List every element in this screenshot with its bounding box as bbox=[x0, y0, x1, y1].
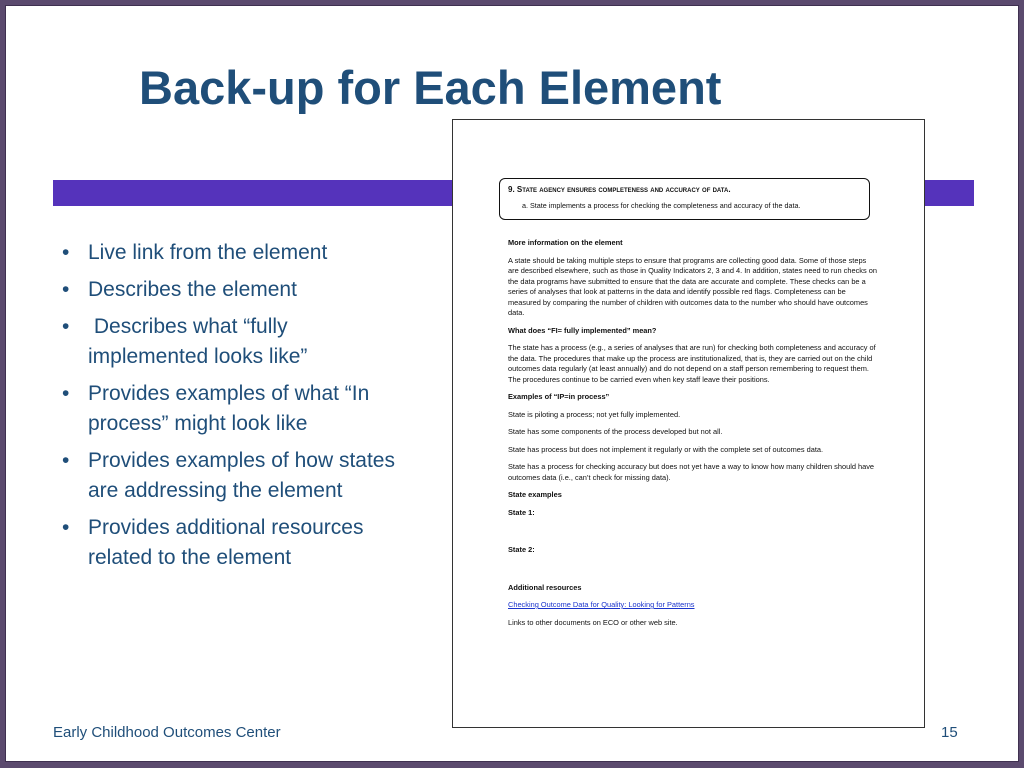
spacer bbox=[508, 525, 878, 545]
fi-heading: What does “FI= fully implemented” mean? bbox=[508, 325, 657, 335]
ip-example: State has some components of the process developed but not all. bbox=[508, 427, 723, 436]
bullet-dot-icon: • bbox=[62, 449, 70, 472]
bullet-item bbox=[58, 238, 408, 268]
state-examples-heading: State examples bbox=[508, 490, 562, 499]
slide bbox=[5, 5, 1019, 762]
state-2-label: State 2: bbox=[508, 545, 535, 554]
bullet-item bbox=[58, 446, 408, 506]
state-1-label: State 1: bbox=[508, 507, 535, 517]
document-body bbox=[508, 238, 878, 635]
bullet-item bbox=[58, 513, 408, 573]
bullet-text: Describes the element bbox=[88, 278, 297, 301]
bullet-text: Provides examples of what “In process” might look like bbox=[88, 382, 370, 435]
bullet-text: Describes what “fully implemented looks like” bbox=[88, 315, 308, 368]
more-info-heading: More information on the element bbox=[508, 238, 623, 247]
bullet-list bbox=[58, 238, 408, 580]
document-header-title: 9. State agency ensures completeness and accuracy of data. bbox=[508, 185, 731, 194]
footer-organization: Early Childhood Outcomes Center bbox=[53, 724, 281, 741]
bullet-text: Provides examples of how states are addressing the element bbox=[88, 449, 395, 502]
slide-title: Back-up for Each Element bbox=[139, 61, 722, 114]
resources-heading: Additional resources bbox=[508, 582, 582, 592]
bullet-dot-icon: • bbox=[62, 516, 70, 539]
ip-example: State is piloting a process; not yet fully implemented. bbox=[508, 409, 681, 419]
bullet-dot-icon: • bbox=[62, 278, 70, 301]
bullet-item bbox=[58, 312, 408, 372]
resource-link[interactable]: Checking Outcome Data for Quality: Looking for Patterns bbox=[508, 600, 695, 609]
document-page bbox=[452, 119, 925, 728]
fi-text: The state has a process (e.g., a series of analyses that are run) for checking both completeness and accuracy of the data. The procedures that make up the process are institutionalized, that is, they are carried out on the child outcomes data regularly (at least annually) and do not depend on a staff person remembering to request them. The procedures continue to be carried even when key staff leave their positions. bbox=[508, 343, 876, 384]
bullet-dot-icon: • bbox=[62, 241, 70, 264]
ip-example: State has process but does not implement it regularly or with the complete set of outcomes data. bbox=[508, 444, 824, 454]
document-header-box bbox=[499, 178, 870, 220]
ip-heading: Examples of “IP=in process” bbox=[508, 392, 610, 401]
more-info-text: A state should be taking multiple steps to ensure that programs are collecting good data. Some of those steps are described elsewhere, such as those in Quality Indicators 2, 3 and 4. In addition, states need to run checks on the data programs have submitted to ensure that the data are accurate and complete. These checks can be a series of analyses that look at patterns in the data and identify possible red flags. Completeness can be measured by comparing the number of children with outcomes data to the number who should have outcomes data. bbox=[508, 255, 877, 317]
document-header-subtitle: a. State implements a process for checking the completeness and accuracy of the data. bbox=[522, 201, 801, 210]
resource-text: Links to other documents on ECO or other web site. bbox=[508, 617, 678, 627]
bullet-text: Provides additional resources related to the element bbox=[88, 516, 364, 569]
bullet-text: Live link from the element bbox=[88, 241, 328, 264]
bullet-item bbox=[58, 275, 408, 305]
page-number: 15 bbox=[941, 724, 958, 741]
bullet-item bbox=[58, 379, 408, 439]
spacer bbox=[508, 563, 878, 583]
bullet-dot-icon: • bbox=[62, 315, 70, 338]
ip-example: State has a process for checking accuracy but does not yet have a way to know how many children should have outcomes data (i.e., can’t check for missing data). bbox=[508, 462, 875, 482]
bullet-dot-icon: • bbox=[62, 382, 70, 405]
